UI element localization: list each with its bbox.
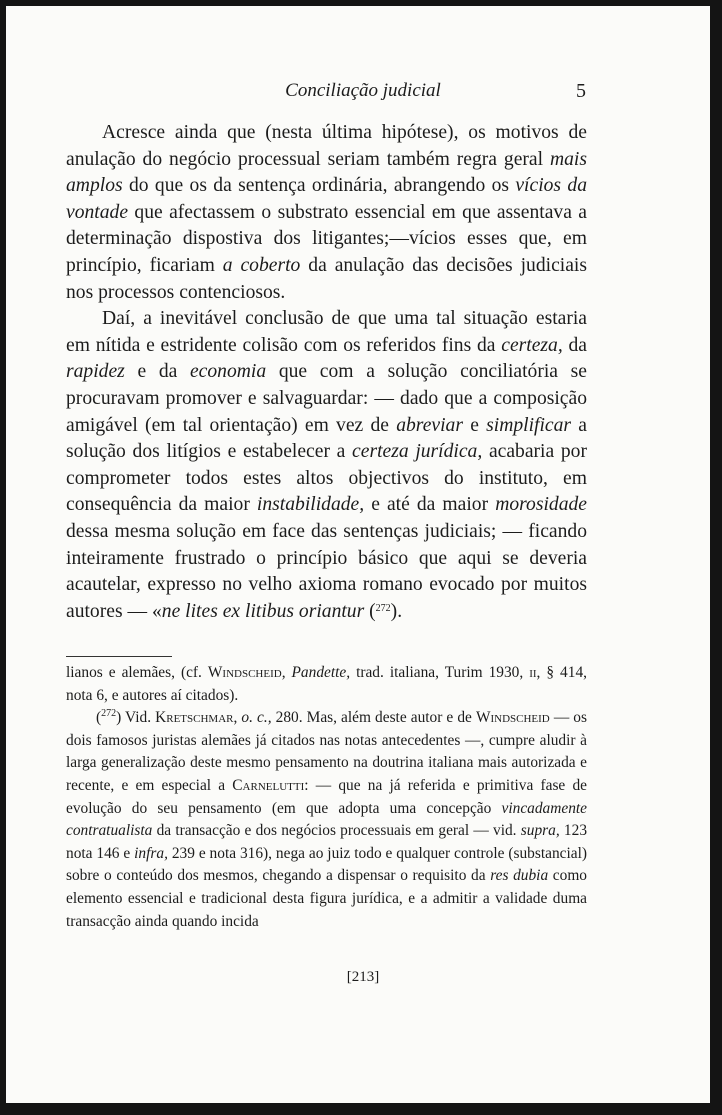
text-run: da anulação das decisões judiciais nos processos contenciosos. [66,254,587,303]
text-run: : — que na já referida e primitiva fase de evolução do seu pensamento (em que adopta uma concepção [66,776,587,817]
text-run: da [562,334,587,356]
text-run: lianos e alemães, (cf. [66,664,208,681]
author-name: Windscheid [207,664,282,681]
book-page [6,6,710,1103]
text-run: ) Vid. [116,709,156,727]
italic-run: certeza, [501,334,563,356]
text-run: 239 e nota 316), nega ao juiz todo e qualquer controle (substancial) sobre o conteúdo dos mesmos, chegando a dispensar o requisito da [66,844,587,885]
main-text [66,120,587,625]
folio-number: [213] [346,969,380,985]
text-run: dessa mesma solução em face das sentenças judiciais; — ficando inteiramente frustrado o princípio bá [66,520,587,569]
italic-run: o. c., [241,709,272,727]
running-title: Conciliação judicial [285,80,441,101]
italic-run: supra, [520,822,560,840]
paragraph [66,120,587,306]
text-run: e [462,414,487,436]
text-run: acabaria por comprometer todos estes altos objectivos do instituto, em consequência da maior [66,441,588,516]
text-run: trad. italiana, Turim 1930, [350,664,530,681]
text-run: do que os da sentença ordinária, abrangendo os [122,175,516,197]
footnote-divider [66,656,172,657]
footnotes [66,662,587,933]
volume-number: ii [529,664,537,681]
text-run: a solução dos litígios e estabelecer a [66,414,587,463]
text-run: , [233,709,242,727]
text-run: que com a solução conciliatória se procuravam promover e salvaguardar: — dado que a composição amigável (em tal orientação) em vez de [66,361,587,436]
footnote-272 [66,707,587,933]
italic-run: abreviar [396,414,463,436]
italic-run: res dubia [490,867,549,885]
author-name: Kretschmar [155,709,234,727]
italic-run: simplificar [486,414,572,436]
text-run: como elemento essencial e tradicional desta figura jurídica, e a admitir a validade duma transacção ainda quando incida [66,867,587,930]
text-run: ). [390,600,403,622]
text-run: 280. Mas, além deste autor e de [271,709,476,727]
italic-run: vícios da vontade [66,175,587,223]
text-run: que afectassem o substrato essencial em que assentava a determinação dispostiva dos litigantes;—vícios esses que, em princípio, ficariam [66,201,587,276]
text-run: — os dois famosos juristas alemães já citados nas notas antecedentes —, cumpre aludir à larga generalização deste mesmo pensamento na doutrina italiana mais autorizada e recente, e em especial a [66,709,587,794]
italic-run: vincadamente contratualista [66,799,587,840]
italic-run: Pandette, [291,664,351,681]
italic-run: a coberto [222,254,301,276]
paragraph [66,306,587,625]
text-run: , § 414, nota 6, e autores aí citados). [66,664,587,704]
text-run: Daí, a inevitável conclusão de que uma tal situação estaria em nítida e estridente colisão com os referidos fins da [66,308,587,356]
text-run: ( [96,709,102,727]
italic-run: rapidez [66,361,125,383]
text-run: , [281,664,292,681]
text-run: 123 nota 146 e [66,822,588,862]
page-number: 5 [576,80,586,102]
text-run: da transacção e dos negócios processuais em geral — vid. [152,822,521,840]
footnote-ref: 272 [375,602,391,614]
italic-run: instabilidade, [256,494,365,516]
text-run: sico que aqui se deveria acautelar, expresso no velho axioma romano evocado por muitos autores — « [66,547,587,622]
italic-run: infra, [134,844,168,862]
author-name: Carnelutti [232,776,305,794]
italic-run: ne lites ex litibus oriantur [161,600,365,622]
running-header [6,80,710,106]
italic-run: morosidade [495,494,587,516]
footnote-number: 272 [101,708,117,720]
text-run: ( [364,600,376,622]
italic-run: certeza jurídica, [352,441,483,463]
text-run: e até da maior [364,494,496,516]
text-run: e da [124,361,190,383]
italic-run: mais amplos [66,148,587,197]
footnote-continuation [66,662,587,707]
italic-run: economia [189,361,267,383]
author-name: Windscheid [475,709,550,727]
text-run: Acresce ainda que (nesta última hipótese), os motivos de anulação do negócio processual seriam também regra geral [66,122,587,170]
